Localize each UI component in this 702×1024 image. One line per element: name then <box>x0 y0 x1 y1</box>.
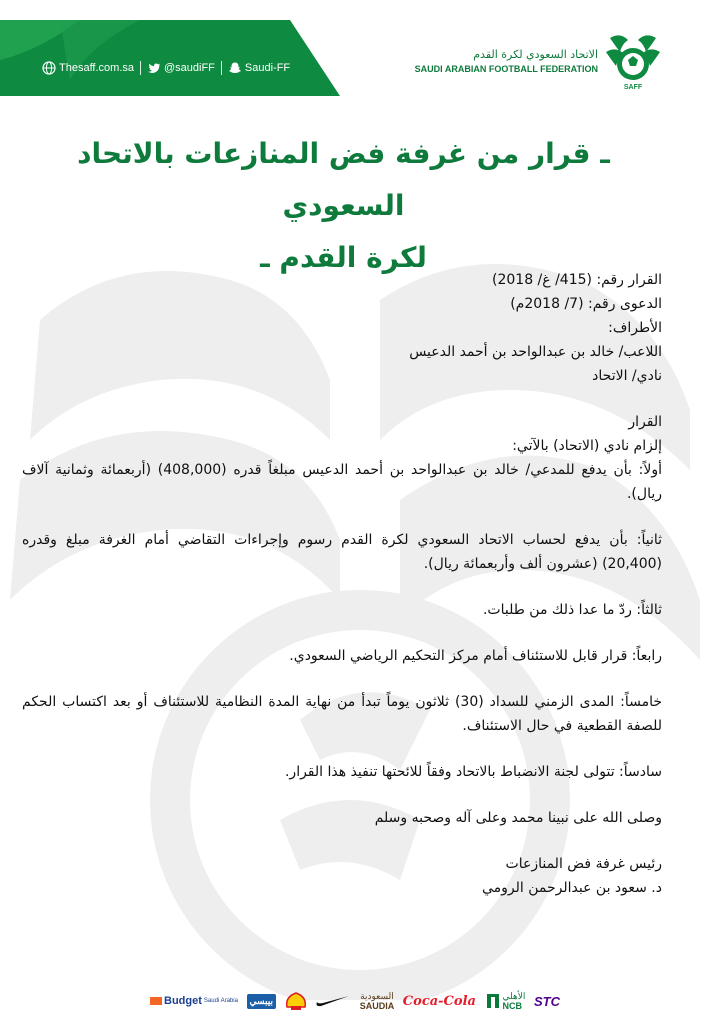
saudia-logo-en: SAUDIA <box>359 1001 395 1011</box>
signatory-name: د. سعود بن عبدالرحمن الرومي <box>481 880 662 896</box>
federation-name-ar: الاتحاد السعودي لكرة القدم <box>473 48 598 61</box>
clause-third: ثالثاً: ردّ ما عدا ذلك من طلبات. <box>482 602 662 618</box>
clause-first: أولاً: بأن يدفع للمدعي/ خالد بن عبدالواحد بن أحمد الدعيس مبلغاً قدره (408,000) (أربعمائة وثمانية آلاف ريال). <box>22 462 662 502</box>
saff-logo-text: SAFF <box>623 84 643 91</box>
stc-logo: STC <box>533 993 560 1009</box>
clause-second: ثانياً: بأن يدفع لحساب الاتحاد السعودي لكرة القدم رسوم وإجراءات التقاضي أمام الغرفة مبلغ وقدره (20,400) (عشرون ألف وأربعمائة ريال). <box>22 532 662 572</box>
sponsor-saudia <box>360 991 395 1011</box>
spacer <box>22 576 662 598</box>
snapchat-ghost-icon <box>228 61 242 75</box>
decision-number: القرار رقم: (415/ غ/ 2018) <box>492 272 662 288</box>
page-header <box>0 0 702 100</box>
closing-prayer: وصلى الله على نبينا محمد وعلى آله وصحبه وسلم <box>374 810 662 826</box>
saff-logo <box>604 30 662 92</box>
sponsor-cocacola <box>403 994 476 1009</box>
signatory-title: رئيس غرفة فض المنازعات <box>505 856 662 872</box>
party-player: اللاعب/ خالد بن عبدالواحد بن أحمد الدعيس <box>409 344 662 360</box>
page-title <box>40 128 647 284</box>
sponsor-logos <box>150 988 560 1014</box>
federation-name-en: SAUDI ARABIAN FOOTBALL FEDERATION <box>414 64 598 74</box>
federation-name <box>415 48 598 74</box>
snapchat-handle: Saudi-FF <box>244 62 291 74</box>
separator <box>221 61 222 75</box>
separator <box>140 61 141 75</box>
spacer <box>22 668 662 690</box>
ncb-logo-en: NCB <box>502 1001 523 1011</box>
website-text: Thesaff.com.sa <box>59 62 134 74</box>
sponsor-budget <box>150 995 238 1007</box>
sponsor-nike <box>315 994 351 1008</box>
budget-logo-text: Budget <box>164 995 202 1007</box>
spacer <box>22 738 662 760</box>
twitter-handle: @saudiFF <box>164 62 215 74</box>
sponsor-stc <box>534 994 560 1009</box>
federation-brand <box>415 30 662 92</box>
clause-fourth: رابعاً: قرار قابل للاستئناف أمام مركز التحكيم الرياضي السعودي. <box>289 648 662 664</box>
case-number: الدعوى رقم: (7/ 2018م) <box>510 296 662 312</box>
cocacola-logo: Coca-Cola <box>402 993 476 1009</box>
twitter-bird-icon <box>147 61 161 75</box>
parties-label: الأطراف: <box>608 320 662 336</box>
ncb-logo-ar: الأهلي <box>502 991 526 1001</box>
budget-logo-subtext: Saudi Arabia <box>203 998 238 1004</box>
twitter-link[interactable] <box>147 61 215 75</box>
sponsor-shell <box>285 991 307 1011</box>
title-line-1: ـ قرار من غرفة فض المنازعات بالاتحاد السعودي <box>77 137 610 222</box>
header-green-band <box>0 20 340 96</box>
obligation-intro: إلزام نادي (الاتحاد) بالآتي: <box>512 438 662 454</box>
website-link[interactable] <box>42 61 134 75</box>
saudia-logo-ar: السعودية <box>360 991 394 1001</box>
spacer <box>22 784 662 806</box>
spacer <box>22 830 662 852</box>
ncb-logo-icon <box>485 992 501 1010</box>
nike-logo-text <box>333 1005 334 1006</box>
snapchat-link[interactable] <box>228 61 290 75</box>
spacer <box>22 622 662 644</box>
globe-icon <box>42 61 56 75</box>
title-line-2: لكرة القدم ـ <box>260 241 427 274</box>
budget-logo-icon <box>150 995 162 1007</box>
clause-fifth: خامساً: المدى الزمني للسداد (30) ثلاثون يوماً تبدأ من نهاية المدة النظامية للاستئناف أو بعد اكتساب الحكم للصفة القطعية في حال الاستئناف. <box>22 694 662 734</box>
sponsor-ncb <box>485 991 526 1011</box>
pepsi-logo: بيبسي <box>247 994 276 1009</box>
nike-swoosh-logo <box>315 994 351 1008</box>
party-club: نادي/ الاتحاد <box>592 368 662 384</box>
spacer <box>22 506 662 528</box>
clause-sixth: سادساً: تتولى لجنة الانضباط بالاتحاد وفقاً للائحتها تنفيذ هذا القرار. <box>284 764 662 780</box>
contact-links <box>42 61 290 75</box>
decision-body <box>22 268 662 900</box>
sponsor-pepsi <box>247 994 276 1009</box>
decision-label: القرار <box>628 414 662 430</box>
spacer <box>22 388 662 410</box>
shell-logo <box>285 991 307 1011</box>
